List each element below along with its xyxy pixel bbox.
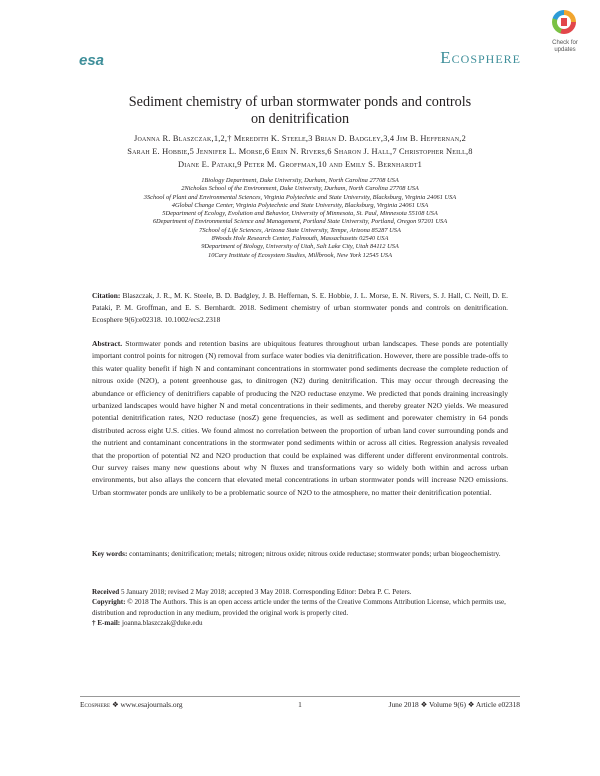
received-line: Received 5 January 2018; revised 2 May 2018; accepted 3 May 2018. Corresponding Editor: Debra P. C. Peters. [92,588,412,596]
affiliation: 4Global Change Center, Virginia Polytechnic and State University, Blacksburg, Virginia 24061 USA [171,201,429,209]
keywords [92,549,508,561]
affiliation: 2Nicholas School of the Environment, Duke University, Durham, North Carolina 27708 USA [181,185,419,193]
affiliation: 10Cary Institute of Ecosystem Studies, Millbrook, New York 12545 USA [208,251,392,259]
footer-divider [80,696,520,697]
abstract-label: Abstract. [92,339,123,348]
citation-text: Blaszczak, J. R., M. K. Steele, B. D. Badgley, J. B. Heffernan, S. E. Hobbie, J. L. Morse, E. N. Rivers, S. J. Hall, C. Neill, D. E. Pataki, P. M. Groffman, and E. S. Bernhardt. 2018. Sediment chemistry of urban stormwater ponds and controls on denitrification. Ecosphere 9(6):e02318. 10.1002/ecs2.2318 [92,291,508,324]
article-title: Sediment chemistry of urban stormwater ponds and controls on denitrification [128,94,472,127]
diamond-icon: ❖ [111,700,119,709]
affiliations [80,177,520,260]
copyright-line: Copyright: © 2018 The Authors. This is an open access article under the terms of the Creative Commons Attribution License, which permits use, distribution and reproduction in any medium, provided the original work is properly cited. [92,598,506,617]
footer-issue: June 2018 ❖ Volume 9(6) ❖ Article e02318 [388,700,520,709]
affiliation: 5Department of Ecology, Evolution and Behavior, University of Minnesota, St. Paul, Minnesota 55108 USA [162,210,438,218]
citation-label: Citation: [92,291,121,300]
abstract-text: Stormwater ponds and retention basins are ubiquitous features throughout urban landscapes. These ponds are potentially important control points for nitrogen (N) removal from surface water bodies via denitrification. However, there are possible trade-offs to this water quality benefit if high N and contaminant concentrations in stormwater pond sediments decrease the complete reduction of nitrous oxide (N2O), a potent greenhouse gas, to dinitrogen (N2) during denitrification. This may occur through decreasing the abundance or efficiency of denitrifiers capable of producing the N2O reductase enzyme. We predicted that ponds draining increasingly urbanized landscapes would have higher N and metal concentrations in their sediments, and thereby greater N2O yields. We measured potential denitrification rates, N2O reductase (nosZ) gene frequencies, as well as sediment and porewater chemistry in 64 ponds distributed across eight U.S. cities. We found almost no correlation between the proportion of urban land cover surrounding ponds and the nutrient and contaminant concentrations in the stormwater pond sediments within or across all cities. Regression analysis revealed that the proportion of potential N2 and N2O production that could be explained was different under different environmental controls. Our survey raises many new questions about why N fluxes and transformations vary so widely both within and across urban environments, but also allays the concern that elevated metal concentrations in urban stormwater ponds will increase N2O emissions. Urban stormwater ponds are unlikely to be a problematic source of N2O to the atmosphere, no matter their denitrification potential. [92,339,509,497]
affiliation: 9Department of Biology, University of Utah, Salt Lake City, Utah 84112 USA [201,243,399,251]
footer-journal: Ecosphere [80,700,111,709]
keywords-label: Key words: [92,550,128,558]
affiliation: 6Department of Environmental Science and Management, Portland State University, Portland, Oregon 97201 USA [152,218,448,226]
affiliation: 8Woods Hole Research Center, Falmouth, Massachusetts 02540 USA [211,235,389,243]
citation [92,290,508,326]
article-history [92,587,508,628]
footer-site-link[interactable]: www.esajournals.org [120,700,183,709]
affiliation: 1Biology Department, Duke University, Durham, North Carolina 27708 USA [201,177,399,184]
email-line: † E-mail: joanna.blaszczak@duke.edu [92,618,203,627]
author-list: Joanna R. Blaszczak,1,2,† Meredith K. Steele,3 Brian D. Badgley,3,4 Jim B. Heffernan,2 Sarah E. Hobbie,5 Jennifer L. Morse,6 Erin N. Rivers,6 Sharon J. Hall,7 Christopher Neill,8 Diane E. Pataki,9 Peter M. Groffman,10 and Emily S. Bernhardt1 [127,134,473,169]
abstract [92,338,508,499]
check-for-updates-badge[interactable] [540,4,590,60]
badge-line1: Check for [552,40,578,46]
keywords-text: contaminants; denitrification; metals; nitrogen; nitrous oxide; nitrous oxide reductase; stormwater ponds; urban biogeochemistry. [129,550,501,558]
journal-name: Ecosphere [440,48,521,67]
badge-line2: updates [554,47,576,53]
page-number: 1 [298,700,302,709]
affiliation: 3School of Plant and Environmental Sciences, Virginia Polytechnic and State University, Blacksburg, Virginia 24061 USA [143,193,457,201]
email-link[interactable]: joanna.blaszczak@duke.edu [121,618,203,627]
affiliation: 7School of Life Sciences, Arizona State University, Tempe, Arizona 85287 USA [199,226,401,234]
esa-logo: esa [79,52,105,69]
